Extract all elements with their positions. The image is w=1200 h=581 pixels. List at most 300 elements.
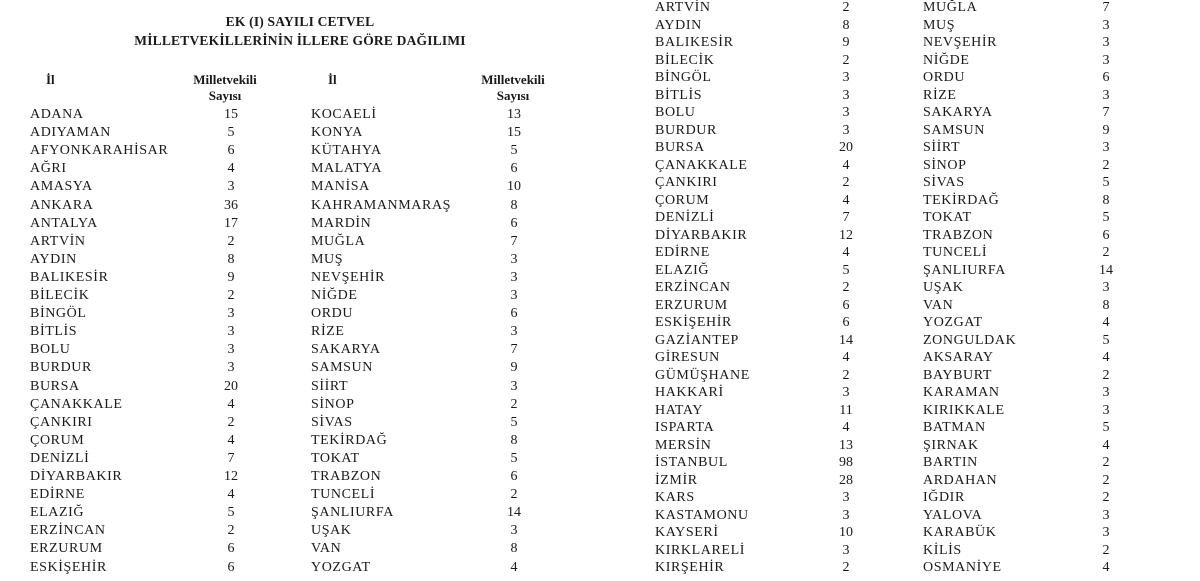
deputy-count: 4 (842, 157, 850, 173)
province-row (0, 106, 600, 124)
header-il-col1: İl (46, 72, 55, 87)
deputy-count: 15 (224, 107, 238, 122)
province-row (600, 0, 1200, 17)
province-name: MALATYA (311, 161, 383, 177)
province-name: RİZE (923, 87, 957, 103)
province-row (0, 468, 600, 486)
province-row (0, 378, 600, 396)
deputy-count: 4 (227, 161, 235, 177)
province-name: ORDU (923, 70, 966, 85)
province-name: SAKARYA (311, 342, 381, 358)
deputy-count: 13 (839, 437, 853, 453)
province-row (0, 396, 600, 414)
deputy-count: 2 (842, 367, 850, 383)
province-name: ADIYAMAN (30, 125, 112, 141)
province-row (0, 269, 600, 287)
deputy-count: 8 (842, 17, 850, 33)
province-name: AKSARAY (923, 350, 994, 365)
province-name: MUŞ (311, 251, 344, 267)
province-name: AFYONKARAHİSAR (30, 143, 169, 159)
province-name: MARDİN (311, 215, 372, 231)
deputy-count: 3 (1102, 35, 1110, 50)
deputy-count: 3 (227, 360, 235, 376)
deputy-count: 5 (842, 262, 850, 278)
province-name: ESKİŞEHİR (30, 559, 107, 575)
province-row (0, 233, 600, 251)
province-row (0, 432, 600, 450)
deputy-count: 4 (510, 559, 518, 575)
province-name: EDİRNE (30, 487, 85, 503)
province-row (0, 559, 600, 577)
province-row (600, 349, 1200, 367)
province-name: TUNCELİ (923, 245, 988, 260)
deputy-count: 3 (1102, 507, 1110, 523)
deputy-count: 8 (510, 197, 518, 213)
province-name: SİİRT (923, 140, 961, 155)
province-name: VAN (923, 297, 954, 313)
province-row (600, 104, 1200, 122)
deputy-count: 14 (507, 505, 521, 521)
province-name: BİNGÖL (30, 306, 87, 322)
deputy-count: 3 (842, 105, 850, 120)
province-name: AMASYA (30, 179, 93, 195)
province-name: BURDUR (30, 360, 92, 376)
deputy-count: 20 (224, 378, 238, 394)
deputy-count: 4 (842, 192, 850, 208)
deputy-count: 2 (510, 396, 518, 412)
province-row (0, 305, 600, 323)
province-row (600, 332, 1200, 350)
deputy-count: 4 (1102, 315, 1110, 330)
deputy-count: 9 (510, 360, 518, 376)
deputy-count: 3 (1102, 525, 1110, 540)
province-row (600, 209, 1200, 227)
province-name: BALIKESİR (30, 269, 109, 285)
province-name: TEKİRDAĞ (923, 192, 1000, 208)
province-row (600, 174, 1200, 192)
province-name: SİNOP (923, 157, 967, 173)
deputy-count: 5 (1102, 332, 1110, 348)
province-name: ISPARTA (655, 420, 715, 435)
province-name: BİNGÖL (655, 70, 712, 85)
deputy-count: 3 (1102, 385, 1110, 400)
province-name: RİZE (311, 324, 345, 340)
province-name: KÜTAHYA (311, 143, 382, 159)
header-sayisi-label: Sayısı (208, 88, 242, 103)
deputy-count: 9 (842, 35, 850, 50)
province-row (600, 69, 1200, 87)
deputy-count: 3 (842, 385, 850, 400)
province-name: NİĞDE (923, 52, 970, 68)
province-name: YOZGAT (311, 559, 371, 575)
province-row (600, 402, 1200, 420)
province-name: DENİZLİ (30, 450, 90, 466)
deputy-count: 3 (510, 523, 518, 539)
deputy-count: 2 (227, 233, 235, 249)
province-name: TRABZON (923, 227, 994, 243)
deputy-count: 3 (842, 490, 850, 505)
province-name: BARTIN (923, 455, 978, 470)
deputy-count: 5 (1102, 420, 1110, 435)
province-name: ARDAHAN (923, 472, 998, 488)
deputy-count: 3 (227, 179, 235, 195)
province-name: YALOVA (923, 507, 983, 523)
deputy-count: 2 (227, 414, 235, 430)
province-row (600, 314, 1200, 332)
province-row (0, 540, 600, 558)
province-row (600, 472, 1200, 490)
province-row (600, 559, 1200, 577)
deputy-count: 3 (1102, 87, 1110, 103)
deputy-count: 28 (839, 472, 853, 488)
deputy-count: 8 (510, 432, 518, 448)
province-row (600, 17, 1200, 35)
province-name: MERSİN (655, 437, 712, 453)
province-row (600, 454, 1200, 472)
deputy-count: 3 (1102, 280, 1110, 295)
deputy-count: 5 (510, 450, 518, 466)
deputy-count: 2 (1102, 157, 1110, 173)
deputy-count: 3 (842, 87, 850, 103)
deputy-count: 14 (1099, 262, 1113, 278)
province-row (600, 244, 1200, 262)
province-name: BURDUR (655, 122, 717, 138)
deputy-count: 11 (839, 402, 853, 418)
province-row (600, 542, 1200, 560)
deputy-count: 2 (227, 523, 235, 539)
province-name: GÜMÜŞHANE (655, 367, 750, 383)
deputy-count: 5 (510, 143, 518, 159)
province-name: TEKİRDAĞ (311, 432, 388, 448)
deputy-count: 20 (839, 140, 853, 155)
province-name: SAMSUN (311, 360, 373, 376)
province-name: KONYA (311, 125, 363, 141)
province-row (600, 262, 1200, 280)
deputy-count: 36 (224, 197, 238, 213)
province-name: VAN (311, 541, 342, 557)
province-name: BOLU (30, 342, 71, 358)
province-name: SİVAS (923, 175, 965, 190)
province-name: ÇANAKKALE (655, 157, 748, 173)
deputy-count: 3 (510, 324, 518, 340)
deputy-count: 9 (227, 269, 235, 285)
deputy-count: 3 (842, 70, 850, 85)
header-milletvekili-col2 (468, 72, 558, 104)
deputy-count: 2 (1102, 367, 1110, 383)
province-name: DENİZLİ (655, 210, 715, 225)
province-row (600, 524, 1200, 542)
province-row (0, 522, 600, 540)
deputy-count: 4 (1102, 350, 1110, 365)
deputy-count: 8 (227, 251, 235, 267)
deputy-count: 3 (227, 324, 235, 340)
province-name: ARTVİN (30, 233, 86, 249)
deputy-count: 5 (1102, 210, 1110, 225)
province-row (0, 486, 600, 504)
deputy-count: 3 (510, 378, 518, 394)
province-name: BAYBURT (923, 367, 992, 383)
province-name: NEVŞEHİR (923, 35, 998, 50)
province-name: ERZURUM (655, 297, 728, 313)
deputy-count: 4 (842, 420, 850, 435)
province-row (0, 323, 600, 341)
deputy-count: 2 (227, 288, 235, 303)
deputy-count: 3 (842, 122, 850, 138)
province-row (600, 489, 1200, 507)
province-name: ESKİŞEHİR (655, 315, 732, 330)
province-name: YOZGAT (923, 315, 983, 330)
province-name: GAZİANTEP (655, 332, 739, 348)
province-name: SİVAS (311, 414, 353, 430)
province-name: DİYARBAKIR (30, 469, 123, 484)
province-row (0, 197, 600, 215)
province-name: ŞANLIURFA (311, 505, 394, 521)
province-name: ÇANAKKALE (30, 396, 123, 412)
province-name: KASTAMONU (655, 507, 749, 523)
province-name: BURSA (655, 140, 705, 155)
deputy-count: 9 (1102, 122, 1110, 138)
deputy-count: 2 (842, 52, 850, 68)
deputy-count: 4 (842, 245, 850, 260)
province-row (600, 87, 1200, 105)
province-name: ORDU (311, 306, 354, 322)
province-name: UŞAK (923, 280, 964, 295)
province-name: UŞAK (311, 523, 352, 539)
document-subtitle: MİLLETVEKİLLERİNİN İLLERE GÖRE DAĞILIMI (134, 33, 466, 48)
province-row (600, 52, 1200, 70)
province-name: ŞANLIURFA (923, 262, 1006, 278)
deputy-count: 2 (842, 560, 850, 575)
province-name: TRABZON (311, 469, 382, 484)
province-name: DİYARBAKIR (655, 227, 748, 243)
province-name: SİNOP (311, 396, 355, 412)
province-name: ELAZIĞ (30, 505, 85, 521)
deputy-count: 8 (1102, 192, 1110, 208)
province-name: KOCAELİ (311, 107, 377, 122)
deputy-count: 4 (842, 350, 850, 365)
deputy-count: 6 (227, 559, 235, 575)
province-row (0, 124, 600, 142)
deputy-count: 17 (224, 215, 238, 231)
province-row (600, 437, 1200, 455)
deputy-count: 14 (839, 332, 853, 348)
deputy-count: 7 (1102, 105, 1110, 120)
deputy-count: 5 (227, 125, 235, 141)
province-name: İSTANBUL (655, 455, 728, 470)
province-name: ELAZIĞ (655, 262, 710, 278)
deputy-count: 4 (227, 396, 235, 412)
deputy-count: 3 (1102, 52, 1110, 68)
province-name: BİLECİK (30, 288, 90, 303)
province-row (0, 178, 600, 196)
deputy-count: 6 (842, 315, 850, 330)
deputy-count: 6 (227, 541, 235, 557)
deputy-count: 3 (510, 269, 518, 285)
header-milletvekili-label: Milletvekili (193, 72, 257, 87)
deputy-count: 3 (1102, 140, 1110, 155)
province-name: TUNCELİ (311, 487, 376, 503)
deputy-count: 3 (227, 342, 235, 358)
province-name: ERZİNCAN (655, 280, 731, 295)
province-name: BATMAN (923, 420, 986, 435)
deputy-count: 2 (510, 487, 518, 503)
deputy-count: 7 (510, 342, 518, 358)
province-name: BURSA (30, 378, 80, 394)
province-name: TOKAT (923, 210, 972, 225)
province-name: GİRESUN (655, 350, 720, 365)
province-name: IĞDIR (923, 490, 965, 505)
province-name: BİLECİK (655, 52, 715, 68)
deputy-count: 3 (1102, 402, 1110, 418)
province-row (600, 419, 1200, 437)
province-row (0, 142, 600, 160)
header-milletvekili-col1 (180, 72, 270, 104)
deputy-count: 5 (510, 414, 518, 430)
province-name: HAKKARİ (655, 385, 724, 400)
province-row (0, 160, 600, 178)
deputy-count: 3 (227, 306, 235, 322)
province-name: ÇORUM (30, 432, 85, 448)
deputy-count: 98 (839, 455, 853, 470)
deputy-count: 8 (510, 541, 518, 557)
header-il-col2: İl (328, 72, 337, 87)
province-name: ARTVİN (655, 0, 711, 15)
province-row (600, 157, 1200, 175)
province-name: ÇANKIRI (655, 175, 718, 190)
province-name: KIRŞEHİR (655, 560, 725, 575)
province-row (0, 287, 600, 305)
province-name: KIRKLARELİ (655, 542, 745, 558)
deputy-count: 6 (842, 297, 850, 313)
province-row (600, 122, 1200, 140)
province-name: MUĞLA (923, 0, 978, 15)
province-name: NİĞDE (311, 288, 358, 303)
header-sayisi-label: Sayısı (496, 88, 530, 103)
province-name: AĞRI (30, 161, 67, 177)
province-row (600, 507, 1200, 525)
deputy-count: 3 (1102, 17, 1110, 33)
province-name: ANKARA (30, 197, 94, 213)
province-name: KARABÜK (923, 525, 997, 540)
deputy-count: 4 (227, 432, 235, 448)
province-name: NEVŞEHİR (311, 269, 386, 285)
province-name: ÇORUM (655, 192, 710, 208)
province-name: ERZİNCAN (30, 523, 106, 539)
deputy-count: 2 (1102, 245, 1110, 260)
province-name: AYDIN (655, 17, 702, 33)
deputy-count: 8 (1102, 297, 1110, 313)
province-row (0, 341, 600, 359)
province-row (600, 367, 1200, 385)
province-name: MUĞLA (311, 233, 366, 249)
province-row (0, 215, 600, 233)
deputy-count: 10 (507, 179, 521, 195)
province-name: BALIKESİR (655, 35, 734, 50)
deputy-count: 2 (1102, 490, 1110, 505)
province-row (600, 34, 1200, 52)
deputy-count: 3 (842, 542, 850, 558)
province-name: OSMANİYE (923, 560, 1002, 575)
deputy-count: 6 (1102, 70, 1110, 85)
province-name: KARS (655, 490, 695, 505)
deputy-count: 12 (839, 227, 853, 243)
province-row (600, 192, 1200, 210)
province-row (600, 297, 1200, 315)
deputy-count: 10 (839, 525, 853, 540)
province-row (600, 227, 1200, 245)
deputy-count: 3 (510, 288, 518, 303)
province-name: ŞIRNAK (923, 437, 979, 453)
deputy-count: 3 (510, 251, 518, 267)
province-name: KIRIKKALE (923, 402, 1005, 418)
province-name: KARAMAN (923, 385, 1000, 400)
deputy-count: 2 (842, 0, 850, 15)
province-row (0, 450, 600, 468)
deputy-count: 6 (510, 469, 518, 484)
province-name: KAYSERİ (655, 525, 719, 540)
province-name: BOLU (655, 105, 696, 120)
deputy-count: 15 (507, 125, 521, 141)
deputy-count: 2 (842, 175, 850, 190)
deputy-count: 2 (1102, 472, 1110, 488)
deputy-count: 7 (510, 233, 518, 249)
province-row (0, 251, 600, 269)
province-name: ERZURUM (30, 541, 103, 557)
province-name: HATAY (655, 402, 704, 418)
deputy-count: 2 (842, 280, 850, 295)
province-name: BİTLİS (30, 324, 78, 340)
province-name: AYDIN (30, 251, 77, 267)
province-row (600, 139, 1200, 157)
deputy-count: 6 (227, 143, 235, 159)
province-row (600, 384, 1200, 402)
province-row (0, 504, 600, 522)
deputy-count: 6 (510, 215, 518, 231)
deputy-count: 6 (510, 306, 518, 322)
province-row (0, 414, 600, 432)
header-milletvekili-label: Milletvekili (481, 72, 545, 87)
deputy-count: 6 (1102, 227, 1110, 243)
deputy-count: 4 (1102, 437, 1110, 453)
province-name: ANTALYA (30, 215, 98, 231)
province-name: ÇANKIRI (30, 414, 93, 430)
province-row (600, 279, 1200, 297)
province-name: SİİRT (311, 378, 349, 394)
document-title: EK (I) SAYILI CETVEL (225, 14, 375, 29)
deputy-count: 7 (227, 450, 235, 466)
deputy-count: 12 (224, 469, 238, 484)
deputy-count: 7 (842, 210, 850, 225)
deputy-count: 5 (1102, 175, 1110, 190)
deputy-count: 7 (1102, 0, 1110, 15)
province-name: BİTLİS (655, 87, 703, 103)
deputy-count: 6 (510, 161, 518, 177)
deputy-count: 4 (227, 487, 235, 503)
deputy-count: 4 (1102, 560, 1110, 575)
province-name: KAHRAMANMARAŞ (311, 197, 452, 213)
province-name: MANİSA (311, 179, 370, 195)
province-name: KİLİS (923, 542, 962, 558)
deputy-count: 2 (1102, 542, 1110, 558)
deputy-count: 2 (1102, 455, 1110, 470)
province-name: MUŞ (923, 17, 956, 33)
province-name: SAMSUN (923, 122, 985, 138)
province-name: SAKARYA (923, 105, 993, 120)
province-name: TOKAT (311, 450, 360, 466)
right-page (600, 0, 1200, 581)
province-name: EDİRNE (655, 245, 710, 260)
deputy-count: 3 (842, 507, 850, 523)
